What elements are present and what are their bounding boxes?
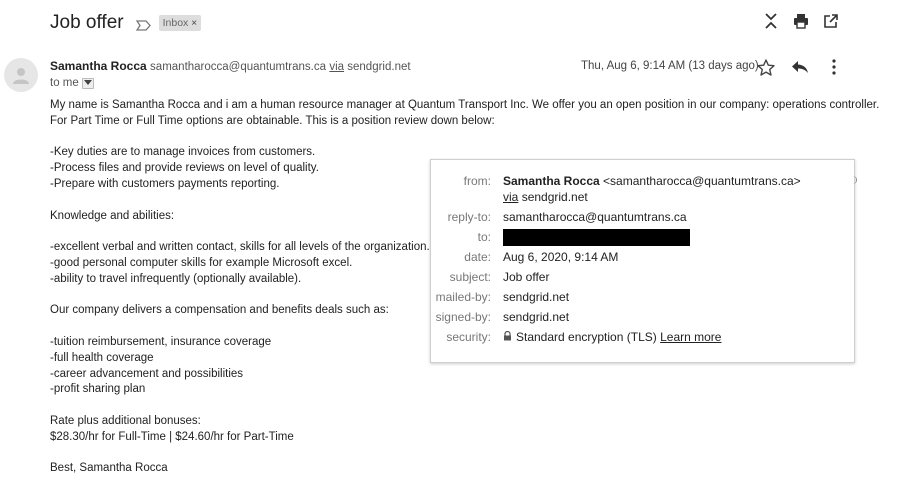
reply-icon[interactable] <box>790 58 810 76</box>
print-icon[interactable] <box>792 12 810 30</box>
body-line: -profit sharing plan <box>50 383 146 396</box>
lock-icon <box>503 330 512 344</box>
clipped-icon-edge <box>853 176 857 184</box>
security-value: Standard encryption (TLS) <box>516 330 657 344</box>
body-line: -good personal computer skills for example Microsoft excel. <box>50 256 353 269</box>
to-label: to: <box>477 230 491 244</box>
to-me-label: to me <box>50 77 79 89</box>
details-mailedby-row <box>431 290 854 304</box>
details-subject-row <box>431 270 854 284</box>
details-via-link[interactable]: via <box>503 190 519 204</box>
details-via-domain: sendgrid.net <box>521 190 588 204</box>
message-actions <box>756 58 844 76</box>
via-domain: sendgrid.net <box>347 61 411 73</box>
date-value: Aug 6, 2020, 9:14 AM <box>503 250 619 264</box>
subject-label: subject: <box>449 270 491 284</box>
replyto-label: reply-to: <box>447 210 491 224</box>
sender-email: samantharocca@quantumtrans.ca <box>150 61 327 73</box>
sender-avatar <box>4 58 38 92</box>
details-signedby-row <box>431 310 854 324</box>
body-line: Our company delivers a compensation and benefits deals such as: <box>50 304 389 317</box>
security-label: security: <box>446 330 491 344</box>
details-date-row <box>431 250 854 264</box>
body-line: -full health coverage <box>50 351 154 364</box>
body-line: For Part Time or Full Time options are obtainable. This is a position review down below: <box>50 114 495 127</box>
mailedby-label: mailed-by: <box>435 290 491 304</box>
subject-value: Job offer <box>503 270 550 284</box>
learn-more-link[interactable]: Learn more <box>660 330 722 344</box>
subject-row <box>50 10 201 36</box>
body-line: -ability to travel infrequently (optionally available). <box>50 272 302 285</box>
via-text <box>329 61 410 73</box>
inbox-label-text: Inbox <box>162 17 189 29</box>
body-line: My name is Samantha Rocca and i am a human resource manager at Quantum Transport Inc. We offer you an open position in our company: operations controller. <box>50 99 880 111</box>
body-line: -excellent verbal and written contact, skills for all levels of the organization. <box>50 241 430 254</box>
inbox-label-chip[interactable] <box>159 15 202 31</box>
email-subject: Job offer <box>50 12 124 33</box>
remove-label-icon[interactable]: × <box>191 17 198 29</box>
body-line: -Prepare with customers payments reporting. <box>50 177 280 190</box>
from-label: from: <box>463 174 491 188</box>
sender-row <box>50 59 411 73</box>
body-line: Knowledge and abilities: <box>50 209 175 222</box>
body-line: -Process files and provide reviews on level of quality. <box>50 162 319 175</box>
message-details-popup <box>430 159 855 363</box>
caret-down-icon <box>84 80 92 86</box>
thread-toolbar <box>762 12 840 30</box>
message-date: Thu, Aug 6, 9:14 AM (13 days ago) <box>581 60 759 72</box>
open-new-window-icon[interactable] <box>822 12 840 30</box>
from-email: <samantharocca@quantumtrans.ca> <box>603 174 801 188</box>
redacted-recipient <box>503 229 690 246</box>
sender-name[interactable]: Samantha Rocca <box>50 59 147 73</box>
collapse-icon[interactable] <box>762 12 780 30</box>
details-security-row <box>431 330 854 344</box>
body-line: Rate plus additional bonuses: <box>50 414 201 427</box>
via-link[interactable]: via <box>329 61 345 73</box>
show-details-button[interactable] <box>82 78 94 89</box>
body-line: -career advancement and possibilities <box>50 367 244 380</box>
more-options-icon[interactable] <box>824 58 844 76</box>
date-label: date: <box>464 250 491 264</box>
person-icon <box>11 65 31 85</box>
signedby-value: sendgrid.net <box>503 310 570 324</box>
body-line: $28.30/hr for Full-Time | $24.60/hr for Part-Time <box>50 430 294 443</box>
details-to-row <box>431 230 854 249</box>
details-via-row <box>431 190 854 204</box>
from-name: Samantha Rocca <box>503 174 600 188</box>
details-replyto-row <box>431 210 854 224</box>
recipient-row <box>50 77 94 89</box>
replyto-value: samantharocca@quantumtrans.ca <box>503 210 687 224</box>
signature: Best, Samantha Rocca <box>50 462 168 475</box>
star-icon[interactable] <box>756 58 776 76</box>
details-from-row <box>431 174 854 188</box>
signedby-label: signed-by: <box>435 310 491 324</box>
body-line: -tuition reimbursement, insurance coverage <box>50 335 272 348</box>
importance-marker-icon[interactable] <box>136 18 151 29</box>
mailedby-value: sendgrid.net <box>503 290 570 304</box>
body-line: -Key duties are to manage invoices from customers. <box>50 146 316 159</box>
